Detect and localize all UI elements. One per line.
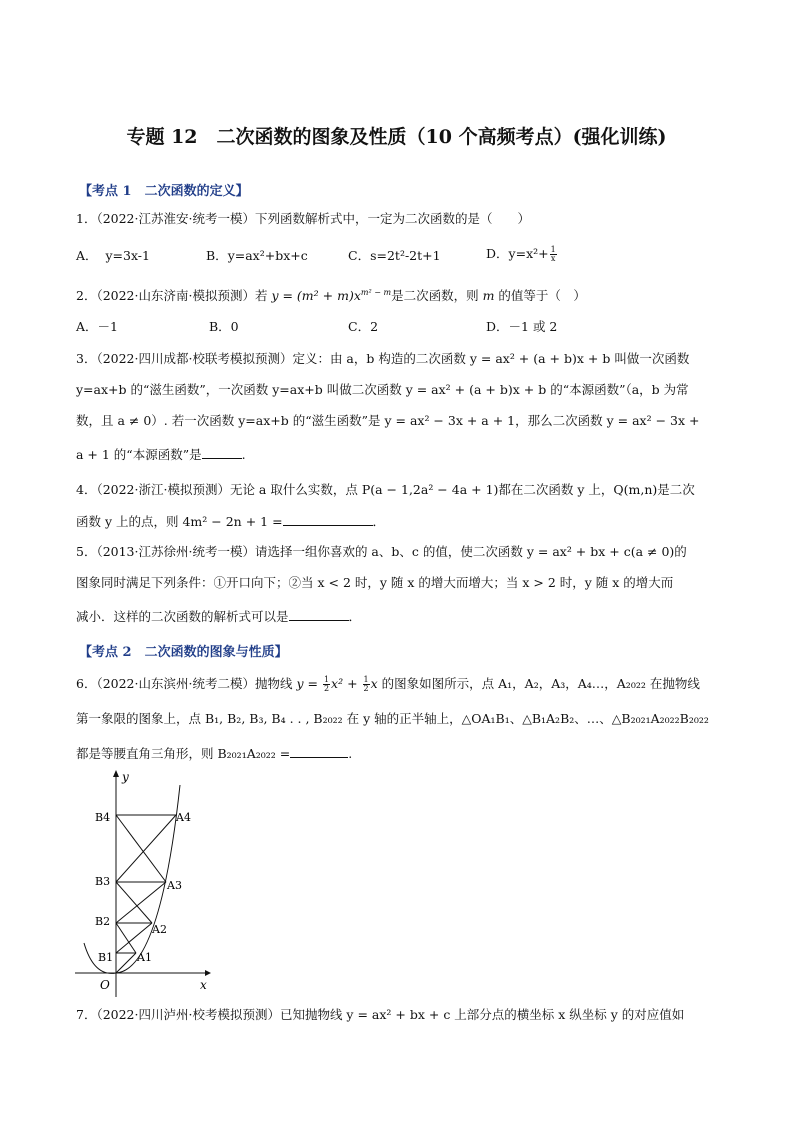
segment-b1-a2 — [116, 923, 152, 953]
question-3-line-2: y=ax+b 的“滋生函数”，一次函数 y=ax+b 叫做二次函数 y = ax² + (a + b)x + b 的“本源函数”（a，b 为常 — [76, 382, 689, 397]
page-title: 专题 12 二次函数的图象及性质（10 个高频考点）(强化训练) — [126, 126, 667, 148]
question-3-line-3: 数，且 a ≠ 0）. 若一次函数 y=ax+b 的“滋生函数”是 y = ax² − 3x + a + 1，那么二次函数 y = ax² − 3x + — [76, 413, 700, 428]
question-3-line-1: 3．（2022·四川成都·校联考模拟预测）定义：由 a，b 构造的二次函数 y = ax² + (a + b)x + b 叫做一次函数 — [76, 351, 690, 366]
q1-option-a: A． y=3x-1 — [76, 248, 150, 263]
label-b4: B4 — [95, 811, 111, 824]
question-2-stem: 2．（2022·山东济南·模拟预测）若 $y = (m^2 + m)x^{m^2 - m}$是二次函数，则 m 的值等于（ ） — [76, 288, 586, 304]
y-axis-label: y — [122, 770, 129, 784]
q1-option-b: B．y=ax²+bx+c — [206, 248, 308, 263]
section-heading-2: 【考点 2 二次函数的图象与性质】 — [79, 645, 288, 660]
segment-a2-b3 — [116, 882, 152, 923]
q2-option-c: C．2 — [348, 319, 379, 334]
q2-option-a: A．－1 — [76, 319, 118, 334]
question-6-line-1: 6．（2022·山东滨州·统考二模）抛物线 y = $\frac{1}{2}$ x² + $\frac{1}{2}$ x 的图象如图所示，点 A₁，A₂，A₃，A₄…，A₂₀₂₂ 在抛物线 — [76, 675, 700, 693]
question-5-line-1: 5．（2013·江苏徐州·统考一模）请选择一组你喜欢的 a、b、c 的值，使二次函数 y = ax² + bx + c(a ≠ 0)的 — [76, 544, 687, 559]
answer-blank[interactable] — [289, 608, 349, 621]
question-6-line-2: 第一象限的图象上，点 B₁, B₂, B₃, B₄ . . , B₂₀₂₂ 在 y 轴的正半轴上，△OA₁B₁、△B₁A₂B₂、…、△B₂₀₂₁A₂₀₂₂B₂₀₂₂ — [76, 711, 709, 726]
segment-b2-a3 — [116, 882, 166, 923]
x-axis-label: x — [200, 978, 207, 992]
origin-label: O — [100, 978, 110, 992]
label-b2: B2 — [95, 915, 111, 928]
q1-option-d: D．y=x²+ $\frac{1}{x}$ — [486, 245, 556, 263]
answer-blank[interactable] — [202, 446, 242, 459]
fraction: $\frac{1}{x}$ — [550, 245, 556, 263]
section-heading-1: 【考点 1 二次函数的定义】 — [79, 184, 249, 199]
y-axis-arrow-icon — [113, 770, 119, 777]
question-5-line-3: 减小．这样的二次函数的解析式可以是 ． — [76, 609, 362, 624]
q2-option-d: D．－1 或 2 — [486, 319, 558, 334]
q1-option-c: C．s=2t²-2t+1 — [348, 248, 441, 263]
question-7-line-1: 7．（2022·四川泸州·校考模拟预测）已知抛物线 y = ax² + bx + c 上部分点的横坐标 x 纵坐标 y 的对应值如 — [76, 1007, 685, 1022]
parabola-figure — [70, 765, 220, 1000]
label-a4: A4 — [176, 811, 191, 824]
question-4-line-2: 函数 y 上的点，则 4m² − 2n + 1 = ． — [76, 514, 386, 529]
x-axis-arrow-icon — [205, 970, 211, 976]
label-a2: A2 — [152, 923, 167, 936]
answer-blank[interactable] — [283, 513, 373, 526]
question-5-line-2: 图象同时满足下列条件：①开口向下；②当 x < 2 时，y 随 x 的增大而增大；当 x > 2 时，y 随 x 的增大而 — [76, 575, 674, 590]
question-6-line-3: 都是等腰直角三角形，则 B₂₀₂₁A₂₀₂₂ = . — [76, 746, 353, 761]
question-4-line-1: 4．（2022·浙江·模拟预测）无论 a 取什么实数，点 P(a − 1,2a² − 4a + 1)都在二次函数 y 上，Q(m,n)是二次 — [76, 482, 695, 497]
label-b3: B3 — [95, 875, 111, 888]
label-a1: A1 — [137, 951, 152, 964]
q2-option-b: B．0 — [209, 319, 239, 334]
question-3-line-4: a + 1 的“本源函数”是 . — [76, 447, 246, 462]
label-a3: A3 — [167, 879, 182, 892]
segment-a1-b2 — [116, 923, 136, 953]
answer-blank[interactable] — [290, 745, 348, 758]
label-b1: B1 — [98, 951, 114, 964]
question-1-stem: 1．（2022·江苏淮安·统考一模）下列函数解析式中，一定为二次函数的是（ ） — [76, 211, 530, 226]
segment-a3-b4 — [116, 815, 166, 882]
